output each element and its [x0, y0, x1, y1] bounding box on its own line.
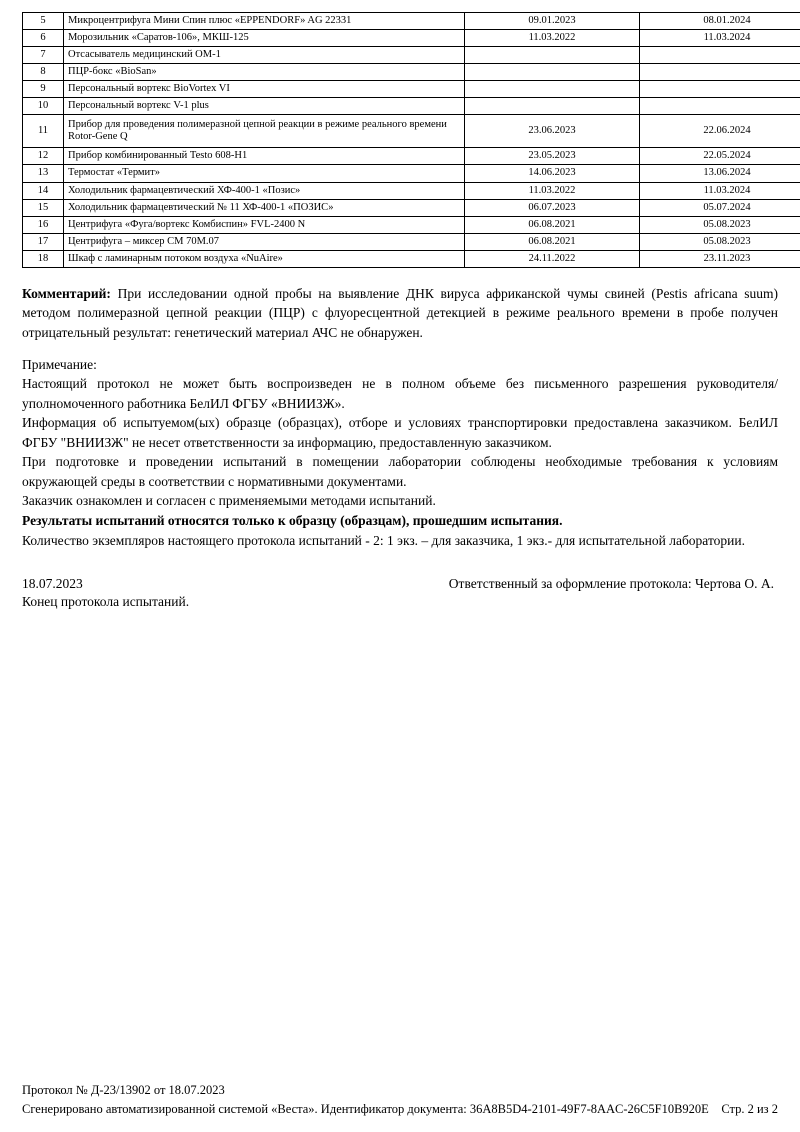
table-row [23, 13, 800, 30]
row-date-verification: 06.07.2023 [465, 199, 640, 216]
row-number: 12 [23, 148, 64, 165]
row-name: Микроцентрифуга Мини Спин плюс «EPPENDORF» AG 22331 [64, 13, 465, 30]
equipment-table-body [23, 13, 800, 268]
table-row [23, 47, 800, 64]
row-name: Отсасыватель медицинский ОМ-1 [64, 47, 465, 64]
comment-block [22, 284, 778, 343]
row-name: Термостат «Термит» [64, 165, 465, 182]
row-name: Прибор комбинированный Testo 608-H1 [64, 148, 465, 165]
table-row [23, 182, 800, 199]
end-of-protocol: Конец протокола испытаний. [22, 594, 190, 610]
row-name: Центрифуга – миксер СМ 70М.07 [64, 233, 465, 250]
row-number: 10 [23, 98, 64, 115]
row-date-expiry: 05.08.2023 [640, 216, 800, 233]
signature-responsible: Ответственный за оформление протокола: Чертова О. А. [448, 576, 774, 592]
row-number: 18 [23, 250, 64, 267]
row-number: 6 [23, 30, 64, 47]
row-date-expiry: 11.03.2024 [640, 30, 800, 47]
row-date-verification: 11.03.2022 [465, 30, 640, 47]
row-date-expiry [640, 47, 800, 64]
table-row [23, 233, 800, 250]
row-number: 5 [23, 13, 64, 30]
row-date-expiry [640, 64, 800, 81]
table-row [23, 199, 800, 216]
row-date-expiry [640, 98, 800, 115]
row-date-expiry: 05.08.2023 [640, 233, 800, 250]
note-line-4: Заказчик ознакомлен и согласен с применяемыми методами испытаний. [22, 493, 436, 509]
row-date-expiry: 22.06.2024 [640, 115, 800, 148]
note-line-3: При подготовке и проведении испытаний в помещении лаборатории соблюдены необходимые требования к условиям окружающей среды в соответствии с нормативными документами. [22, 454, 778, 489]
row-name: Шкаф с ламинарным потоком воздуха «NuAire» [64, 250, 465, 267]
table-row [23, 30, 800, 47]
row-date-verification: 11.03.2022 [465, 182, 640, 199]
table-row [23, 165, 800, 182]
page-footer [22, 1082, 778, 1118]
signature-row [22, 576, 778, 592]
comment-text: При исследовании одной пробы на выявление ДНК вируса африканской чумы свиней (Pestis africana suum) методом полимеразной цепной реакции (ПЦР) с флуоресцентной детекцией в режиме реального времени в пробе получен отрицательный результат: генетический материал АЧС не обнаружен. [22, 285, 778, 340]
row-name: Прибор для проведения полимеразной цепной реакции в режиме реального времени Rotor-Gene Q [64, 115, 465, 148]
row-name: Морозильник «Саратов-106», МКШ-125 [64, 30, 465, 47]
table-row [23, 64, 800, 81]
footer-page-number: Стр. 2 из 2 [721, 1102, 778, 1117]
row-date-verification: 23.06.2023 [465, 115, 640, 148]
row-number: 7 [23, 47, 64, 64]
row-name: Центрифуга «Фуга/вортекс Комбиспин» FVL-2400 N [64, 216, 465, 233]
row-number: 14 [23, 182, 64, 199]
signature-date: 18.07.2023 [22, 576, 83, 592]
table-row [23, 98, 800, 115]
row-number: 11 [23, 115, 64, 148]
row-date-verification [465, 98, 640, 115]
row-date-expiry: 05.07.2024 [640, 199, 800, 216]
row-date-verification [465, 64, 640, 81]
footer-bottom-row [22, 1101, 778, 1118]
row-date-verification: 24.11.2022 [465, 250, 640, 267]
row-date-verification: 06.08.2021 [465, 233, 640, 250]
row-date-expiry: 22.05.2024 [640, 148, 800, 165]
row-date-expiry: 13.06.2024 [640, 165, 800, 182]
row-date-expiry: 11.03.2024 [640, 182, 800, 199]
note-line-1: Настоящий протокол не может быть воспроизведен не в полном объеме без письменного разрешения руководителя/уполномоченного работника БелИЛ ФГБУ «ВНИИЗЖ». [22, 376, 778, 411]
note-results-statement: Результаты испытаний относятся только к образцу (образцам), прошедшим испытания. [22, 513, 563, 528]
row-name: ПЦР-бокс «BioSan» [64, 64, 465, 81]
row-date-verification: 06.08.2021 [465, 216, 640, 233]
note-title: Примечание: [22, 356, 97, 372]
equipment-table [22, 12, 800, 268]
row-date-verification [465, 47, 640, 64]
table-row [23, 148, 800, 165]
row-name: Холодильник фармацевтический № 11 ХФ-400-1 «ПОЗИС» [64, 199, 465, 216]
note-block [22, 355, 778, 551]
row-date-expiry [640, 81, 800, 98]
row-name: Холодильник фармацевтический ХФ-400-1 «Позис» [64, 182, 465, 199]
note-copies-count: Количество экземпляров настоящего протокола испытаний - 2: 1 экз. – для заказчика, 1 экз.- для испытательной лаборатории. [22, 532, 745, 548]
row-number: 15 [23, 199, 64, 216]
row-date-verification: 23.05.2023 [465, 148, 640, 165]
row-date-verification: 14.06.2023 [465, 165, 640, 182]
row-number: 16 [23, 216, 64, 233]
row-date-verification [465, 81, 640, 98]
comment-label: Комментарий: [22, 285, 111, 301]
row-name: Персональный вортекс BioVortex VI [64, 81, 465, 98]
row-date-expiry: 08.01.2024 [640, 13, 800, 30]
row-name: Персональный вортекс V-1 plus [64, 98, 465, 115]
row-number: 17 [23, 233, 64, 250]
row-number: 9 [23, 81, 64, 98]
row-date-verification: 09.01.2023 [465, 13, 640, 30]
table-row [23, 81, 800, 98]
row-number: 8 [23, 64, 64, 81]
row-date-expiry: 23.11.2023 [640, 250, 800, 267]
note-line-2: Информация об испытуемом(ых) образце (образцах), отборе и условиях транспортировки предоставлена заказчиком. БелИЛ ФГБУ "ВНИИЗЖ" не несет ответственности за информацию, предоставленную заказчиком. [22, 415, 778, 450]
table-row [23, 115, 800, 148]
row-number: 13 [23, 165, 64, 182]
footer-protocol-number: Протокол № Д-23/13902 от 18.07.2023 [22, 1083, 225, 1098]
table-row [23, 250, 800, 267]
footer-generated-by: Сгенерировано автоматизированной системой «Веста». Идентификатор документа: 36A8B5D4-2101-49F7-8AAC-26C5F10B920E [22, 1102, 709, 1117]
table-row [23, 216, 800, 233]
